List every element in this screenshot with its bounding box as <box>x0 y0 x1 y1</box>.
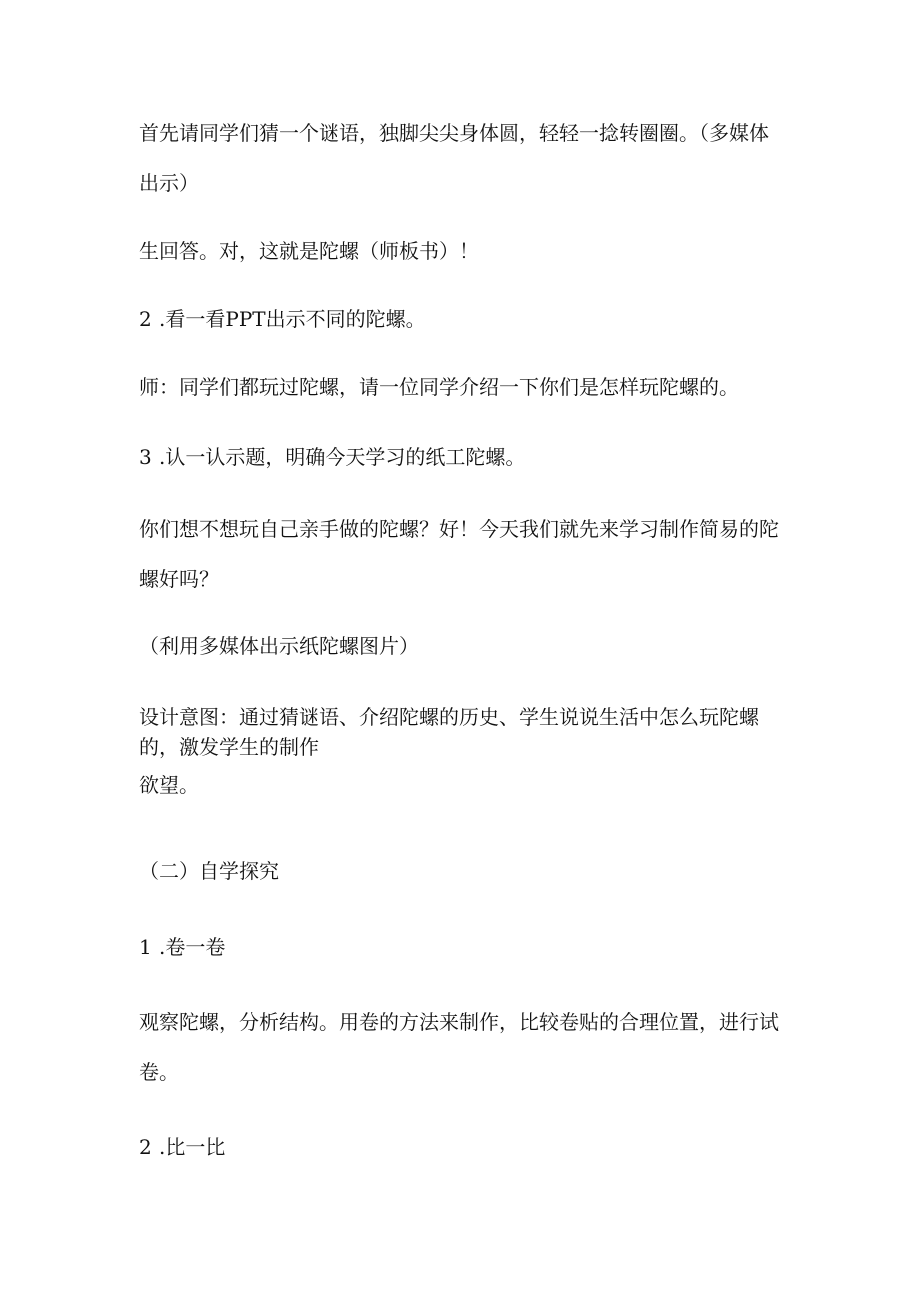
step-number: 2 <box>139 307 152 331</box>
paragraph-observe <box>139 997 789 1097</box>
step-number: 3 <box>139 445 152 469</box>
paragraph-line: 螺好吗？ <box>139 567 219 591</box>
paragraph-design-intent <box>139 702 789 800</box>
step-text: .比一比 <box>159 1135 226 1159</box>
paragraph-line: 设计意图：通过猜谜语、介绍陀螺的历史、学生说说生活中怎么玩陀螺 <box>139 705 759 729</box>
paragraph-step-2-view <box>139 294 789 344</box>
paragraph-answer: 生回答。对，这就是陀螺（师板书）！ <box>139 239 479 263</box>
paragraph-step-3-topic <box>139 432 789 482</box>
step-text: .卷一卷 <box>159 935 226 959</box>
paragraph-question <box>139 504 789 604</box>
paragraph-riddle <box>139 108 789 208</box>
section-heading-self-study: （二）自学探究 <box>139 859 279 883</box>
step-number: 2 <box>139 1135 152 1159</box>
paragraph-multimedia: （利用多媒体出示纸陀螺图片） <box>139 634 419 658</box>
paragraph-line: 卷。 <box>139 1060 179 1084</box>
paragraph-line: 欲望。 <box>139 773 199 797</box>
paragraph-line: 观察陀螺，分析结构。用卷的方法来制作，比较卷贴的合理位置，进行试 <box>139 1010 779 1034</box>
step-text: .看一看PPT出示不同的陀螺。 <box>159 307 426 331</box>
paragraph-teacher: 师：同学们都玩过陀螺，请一位同学介绍一下你们是怎样玩陀螺的。 <box>139 375 739 399</box>
step-text: .认一认示题，明确今天学习的纸工陀螺。 <box>159 445 526 469</box>
paragraph-line: 的，激发学生的制作 <box>139 735 319 759</box>
paragraph-line: 首先请同学们猜一个谜语，独脚尖尖身体圆，轻轻一捻转圈圈。（多媒体 <box>139 121 769 145</box>
step-number: 1 <box>139 935 152 959</box>
paragraph-step-2-compare <box>139 1122 789 1172</box>
paragraph-line: 你们想不想玩自己亲手做的陀螺？好！今天我们就先来学习制作简易的陀 <box>139 517 779 541</box>
paragraph-line: 出示） <box>139 171 199 195</box>
paragraph-step-1-roll <box>139 922 789 972</box>
